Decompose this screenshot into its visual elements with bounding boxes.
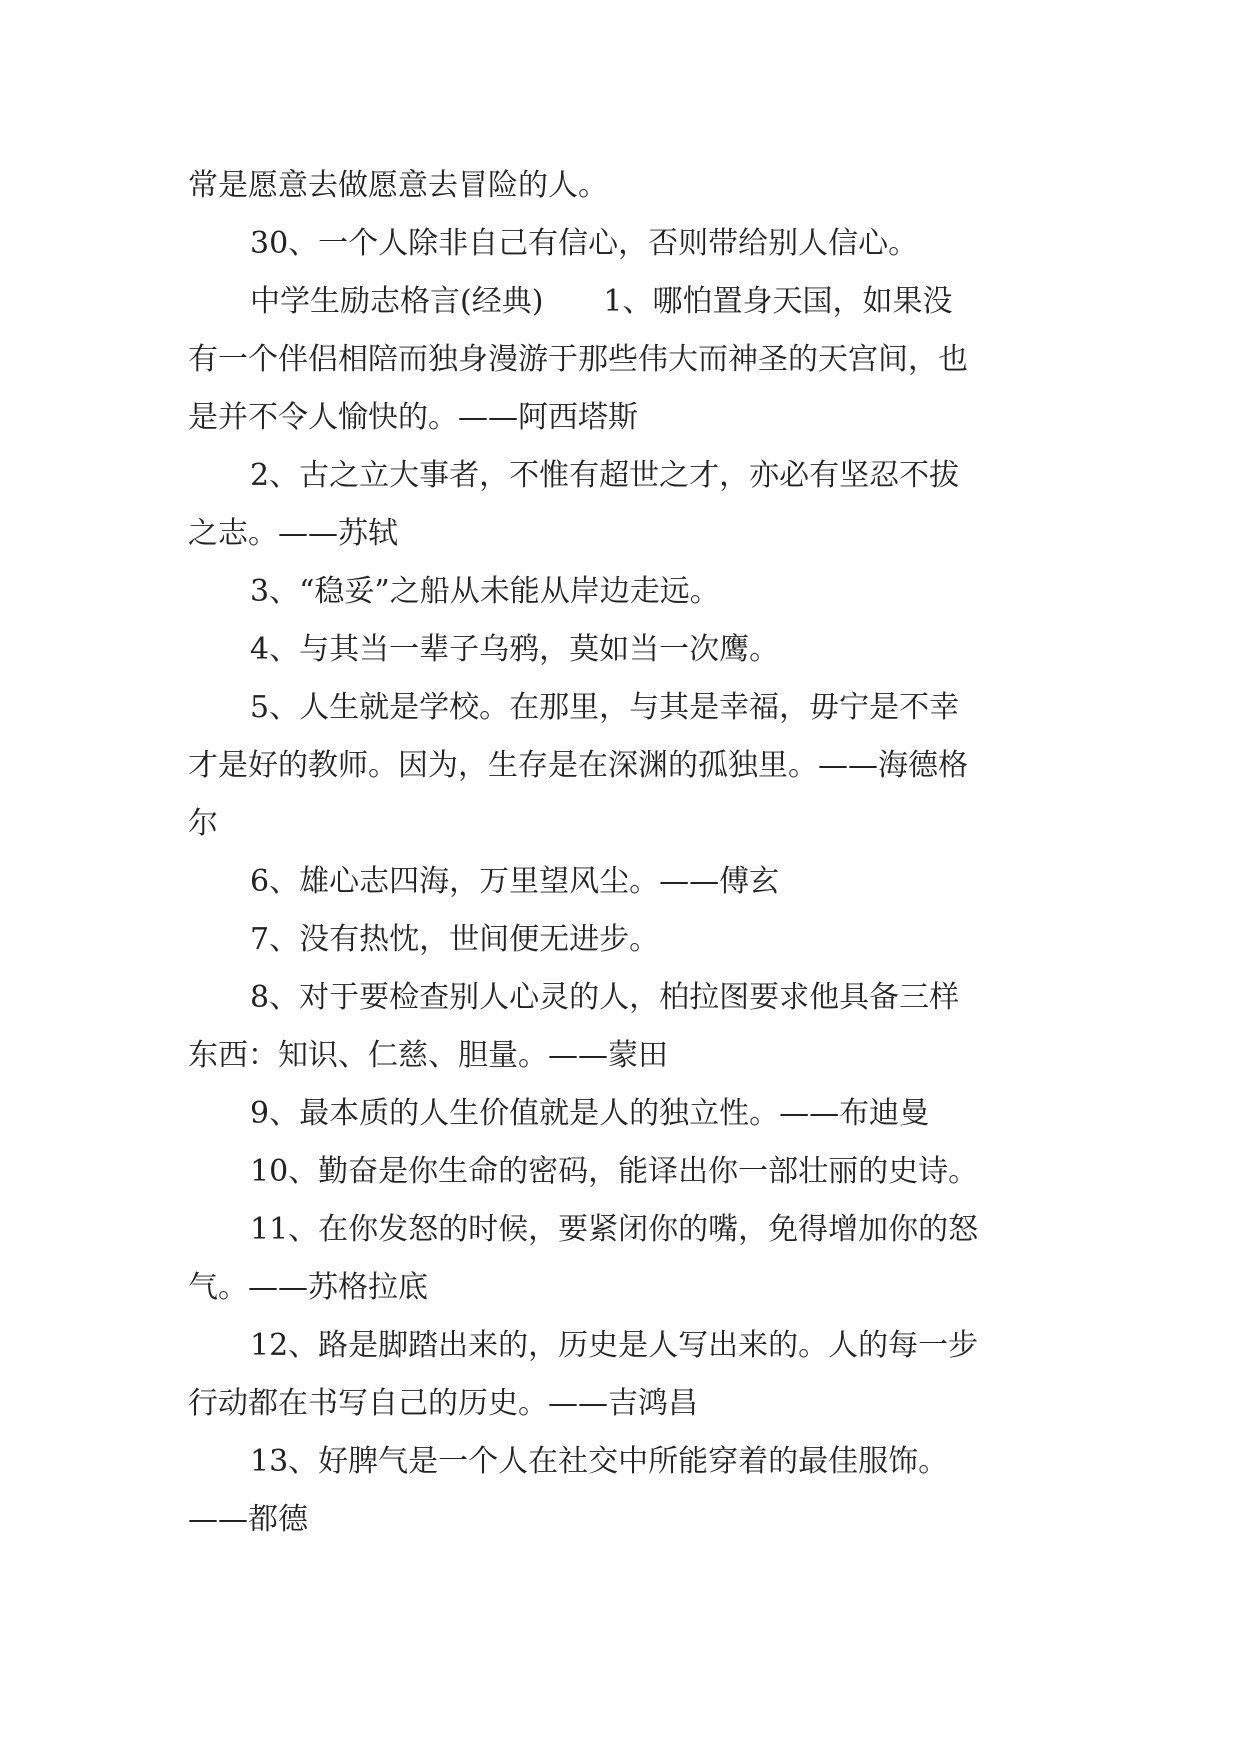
text-line: 之志。——苏轼: [188, 516, 398, 551]
text-line: 行动都在书写自己的历史。——吉鸿昌: [188, 1386, 698, 1421]
text-line: 3、“稳妥”之船从未能从岸边走远。: [250, 574, 720, 609]
text-line: 尔: [188, 806, 218, 841]
text-line: 4、与其当一辈子乌鸦，莫如当一次鹰。: [250, 632, 780, 667]
text-line: ——都德: [188, 1502, 308, 1537]
text-line: 5、人生就是学校。在那里，与其是幸福，毋宁是不幸: [250, 690, 960, 725]
text-line: 7、没有热忱，世间便无进步。: [250, 922, 660, 957]
text-line: 常是愿意去做愿意去冒险的人。: [188, 168, 608, 203]
text-line: 6、雄心志四海，万里望风尘。——傅玄: [250, 864, 780, 899]
text-line: 30、一个人除非自己有信心，否则带给别人信心。: [250, 226, 919, 261]
text-line: 8、对于要检查别人心灵的人，柏拉图要求他具备三样: [250, 980, 960, 1015]
text-line: 中学生励志格言(经典) 1、哪怕置身天国，如果没: [250, 284, 953, 319]
text-line: 东西：知识、仁慈、胆量。——蒙田: [188, 1038, 668, 1073]
text-line: 气。——苏格拉底: [188, 1270, 428, 1305]
text-line: 有一个伴侣相陪而独身漫游于那些伟大而神圣的天宫间，也: [188, 342, 968, 377]
text-line: 9、最本质的人生价值就是人的独立性。——布迪曼: [250, 1096, 930, 1131]
text-line: 11、在你发怒的时候，要紧闭你的嘴，免得增加你的怒: [250, 1212, 979, 1247]
text-line: 10、勤奋是你生命的密码，能译出你一部壮丽的史诗。: [250, 1154, 979, 1189]
text-line: 是并不令人愉快的。——阿西塔斯: [188, 400, 638, 435]
document-body: [188, 157, 1058, 1549]
text-line: 才是好的教师。因为，生存是在深渊的孤独里。——海德格: [188, 748, 968, 783]
text-line: 12、路是脚踏出来的，历史是人写出来的。人的每一步: [250, 1328, 979, 1363]
text-line: 2、古之立大事者，不惟有超世之才，亦必有坚忍不拔: [250, 458, 960, 493]
text-line: 13、好脾气是一个人在社交中所能穿着的最佳服饰。: [250, 1444, 949, 1479]
